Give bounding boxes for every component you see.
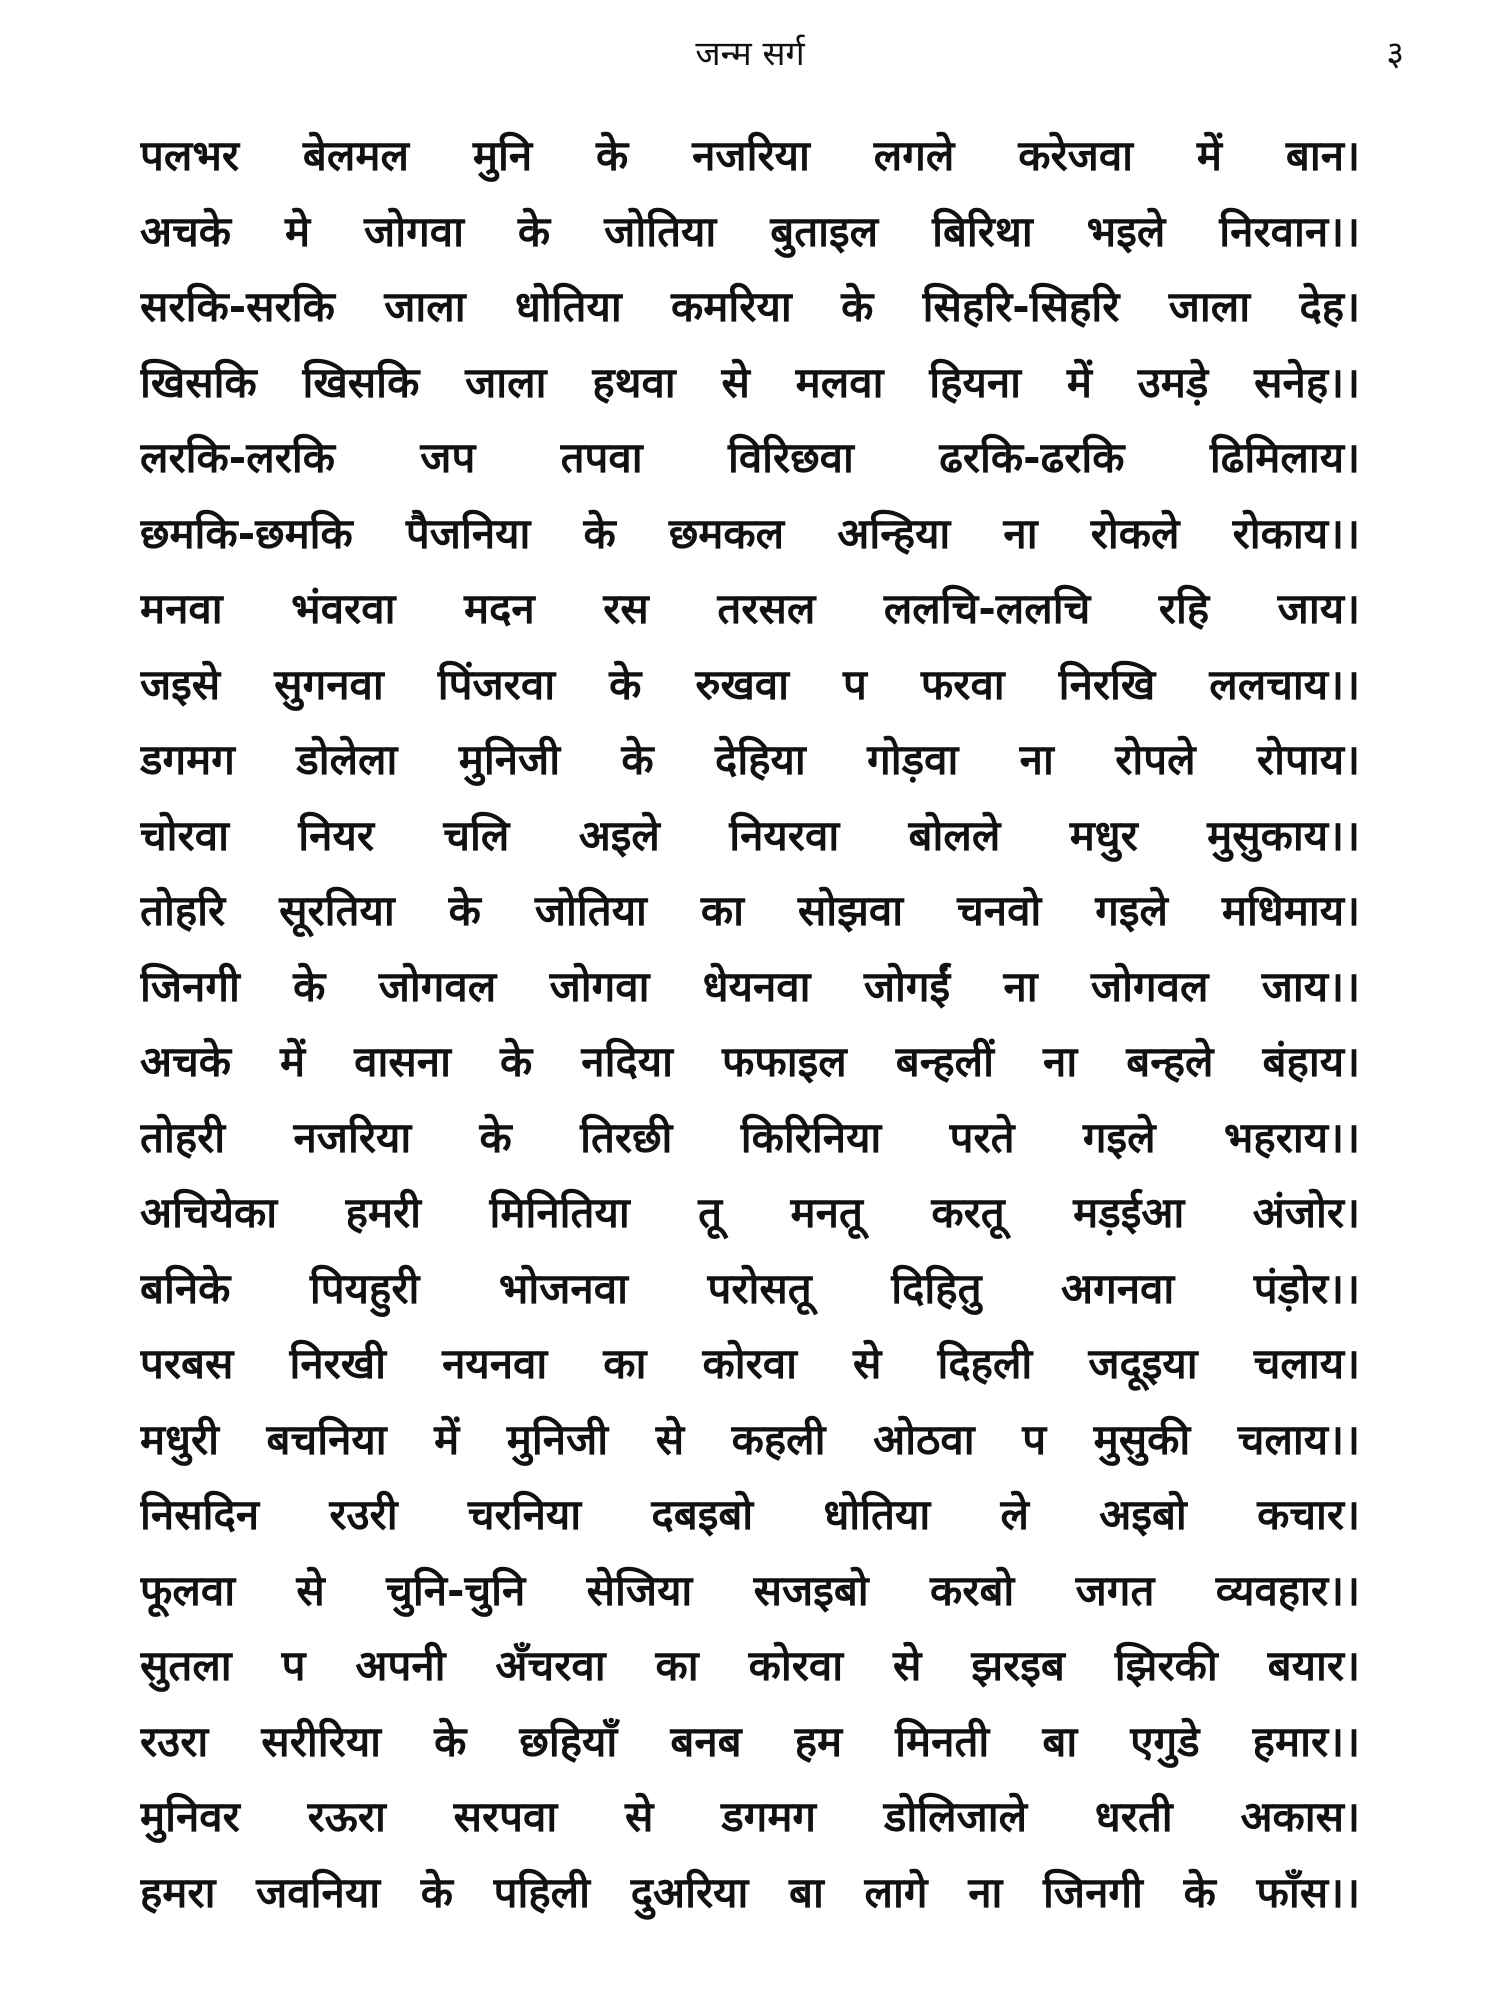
- verse-line: रउरा सरीरिया के छहियाँ बनब हम मिनती बा एगुडे हमार।।: [140, 1716, 1360, 1766]
- page-number: ३: [1386, 34, 1404, 74]
- verse-line: खिसकि खिसकि जाला हथवा से मलवा हियना में उमड़े सनेह।।: [140, 357, 1360, 407]
- verse-line: सुतला प अपनी अँचरवा का कोरवा से झरइब झिरकी बयार।: [140, 1641, 1360, 1690]
- verse-line: अचके में वासना के नदिया फफाइल बन्हलीं ना बन्हले बंहाय।: [140, 1037, 1360, 1086]
- verse-line: फूलवा से चुनि-चुनि सेजिया सजइबो करबो जगत व्यवहार।।: [140, 1565, 1360, 1615]
- verse-line: मधुरी बचनिया में मुनिजी से कहली ओठवा प मुसुकी चलाय।।: [140, 1414, 1360, 1464]
- verse-line: परबस निरखी नयनवा का कोरवा से दिहली जदूइया चलाय।: [140, 1339, 1360, 1388]
- verse-line: तोहरि सूरतिया के जोतिया का सोझवा चनवो गइले मधिमाय।: [140, 886, 1360, 935]
- verse-line: मुनिवर रऊरा सरपवा से डगमग डोलिजाले धरती अकास।: [140, 1792, 1360, 1841]
- verse-line: हमरा जवनिया के पहिली दुअरिया बा लागे ना जिनगी के फाँस।।: [140, 1867, 1360, 1917]
- verse-line: छमकि-छमकि पैजनिया के छमकल अन्हिया ना रोकले रोकाय।।: [140, 508, 1360, 558]
- verse-line: तोहरी नजरिया के तिरछी किरिनिया परते गइले भहराय।।: [140, 1112, 1360, 1162]
- verse-line: बनिके पियहुरी भोजनवा परोसतू दिहितु अगनवा पंड़ोर।।: [140, 1263, 1360, 1313]
- verse-line: अचके मे जोगवा के जोतिया बुताइल बिरिथा भइले निरवान।।: [140, 206, 1360, 256]
- verse-line: अचियेका हमरी मिनितिया तू मनतू करतू मड़ईआ अंजोर।: [140, 1188, 1360, 1237]
- chapter-title: जन्म सर्ग: [695, 34, 805, 74]
- verse-line: डगमग डोलेला मुनिजी के देहिया गोड़वा ना रोपले रोपाय।: [140, 735, 1360, 784]
- verse-line: लरकि-लरकि जप तपवा विरिछवा ढरकि-ढरकि ढिमिलाय।: [140, 433, 1360, 482]
- verse-line: चोरवा नियर चलि अइले नियरवा बोलले मधुर मुसुकाय।।: [140, 810, 1360, 860]
- verse-line: मनवा भंवरवा मदन रस तरसल ललचि-ललचि रहि जाय।: [140, 584, 1360, 633]
- verse-line: पलभर बेलमल मुनि के नजरिया लगले करेजवा में बान।: [140, 131, 1360, 180]
- verse-line: जइसे सुगनवा पिंजरवा के रुखवा प फरवा निरखि ललचाय।।: [140, 659, 1360, 709]
- verse-line: निसदिन रउरी चरनिया दबइबो धोतिया ले अइबो कचार।: [140, 1490, 1360, 1539]
- verse-block: [140, 118, 1360, 1930]
- verse-line: जिनगी के जोगवल जोगवा धेयनवा जोगईं ना जोगवल जाय।।: [140, 961, 1360, 1011]
- verse-line: सरकि-सरकि जाला धोतिया कमरिया के सिहरि-सिहरि जाला देह।: [140, 282, 1360, 331]
